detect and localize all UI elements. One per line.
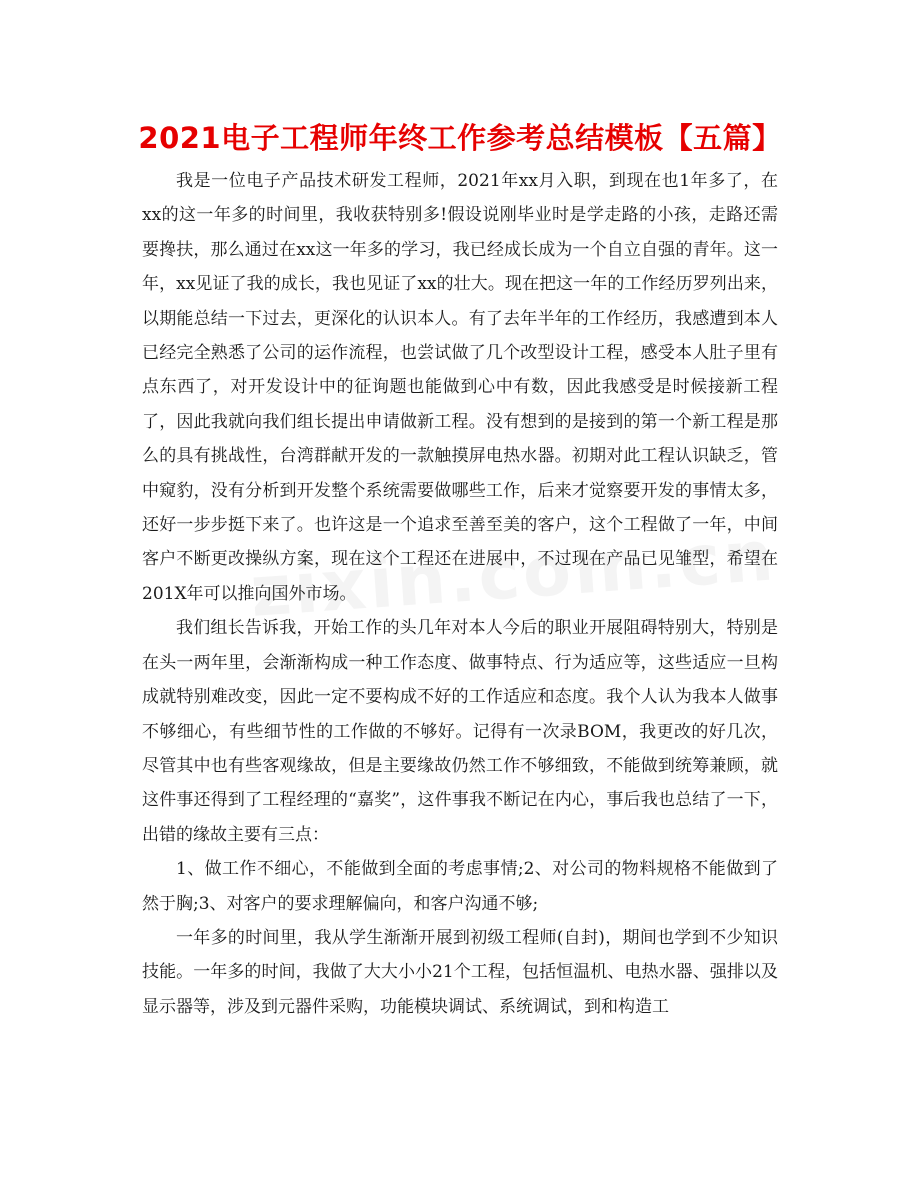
paragraph-4: 一年多的时间里，我从学生渐渐开展到初级工程师(自封)，期间也学到不少知识技能。一年多的时间，我做了大大小小21个工程，包括恒温机、电热水器、强排以及显示器等，涉及到元器件采购，功能模块调试、系统调试，到和构造工 xyxy=(142,927,778,1017)
paragraph-1: 我是一位电子产品技术研发工程师，2021年xx月入职，到现在也1年多了，在xx的这一年多的时间里，我收获特别多!假设说刚毕业时是学走路的小孩，走路还需要搀扶，那么通过在xx这一年多的学习，我已经成长成为一个自立自强的青年。这一年，xx见证了我的成长，我也见证了xx的壮大。现在把这一年的工作经历罗列出来，以期能总结一下过去，更深化的认识本人。有了去年半年的工作经历，我感遭到本人已经完全熟悉了公司的运作流程，也尝试做了几个改型设计工程，感受本人肚子里有点东西了，对开发设计中的征询题也能做到心中有数，因此我感受是时候接新工程了，因此我就向我们组长提出申请做新工程。没有想到的是接到的第一个新工程是那么的具有挑战性，台湾群献开发的一款触摸屏电热水器。初期对此工程认识缺乏，管中窥豹，没有分析到开发整个系统需要做哪些工作，后来才觉察要开发的事情太多，还好一步步挺下来了。也许这是一个追求至善至美的客户，这个工程做了一年，中间客户不断更改操纵方案，现在这个工程还在进展中，不过现在产品已见雏型，希望在201X年可以推向国外市场。 xyxy=(142,171,778,604)
paragraph-2: 我们组长告诉我，开始工作的头几年对本人今后的职业开展阻碍特别大，特别是在头一两年里，会渐渐构成一种工作态度、做事特点、行为适应等，这些适应一旦构成就特别难改变，因此一定不要构成不好的工作适应和态度。我个人认为我本人做事不够细心，有些细节性的工作做的不够好。记得有一次录BOM，我更改的好几次，尽管其中也有些客观缘故，但是主要缘故仍然工作不够细致，不能做到统筹兼顾，就这件事还得到了工程经理的“嘉奖”，这件事我不断记在内心，事后我也总结了一下，出错的缘故主要有三点： xyxy=(142,618,778,845)
document-body xyxy=(142,164,778,1024)
document-title: 2021电子工程师年终工作参考总结模板【五篇】 xyxy=(138,121,782,155)
paragraph-3: 1、做工作不细心，不能做到全面的考虑事情;2、对公司的物料规格不能做到了然于胸;3、对客户的要求理解偏向，和客户沟通不够; xyxy=(142,859,778,914)
